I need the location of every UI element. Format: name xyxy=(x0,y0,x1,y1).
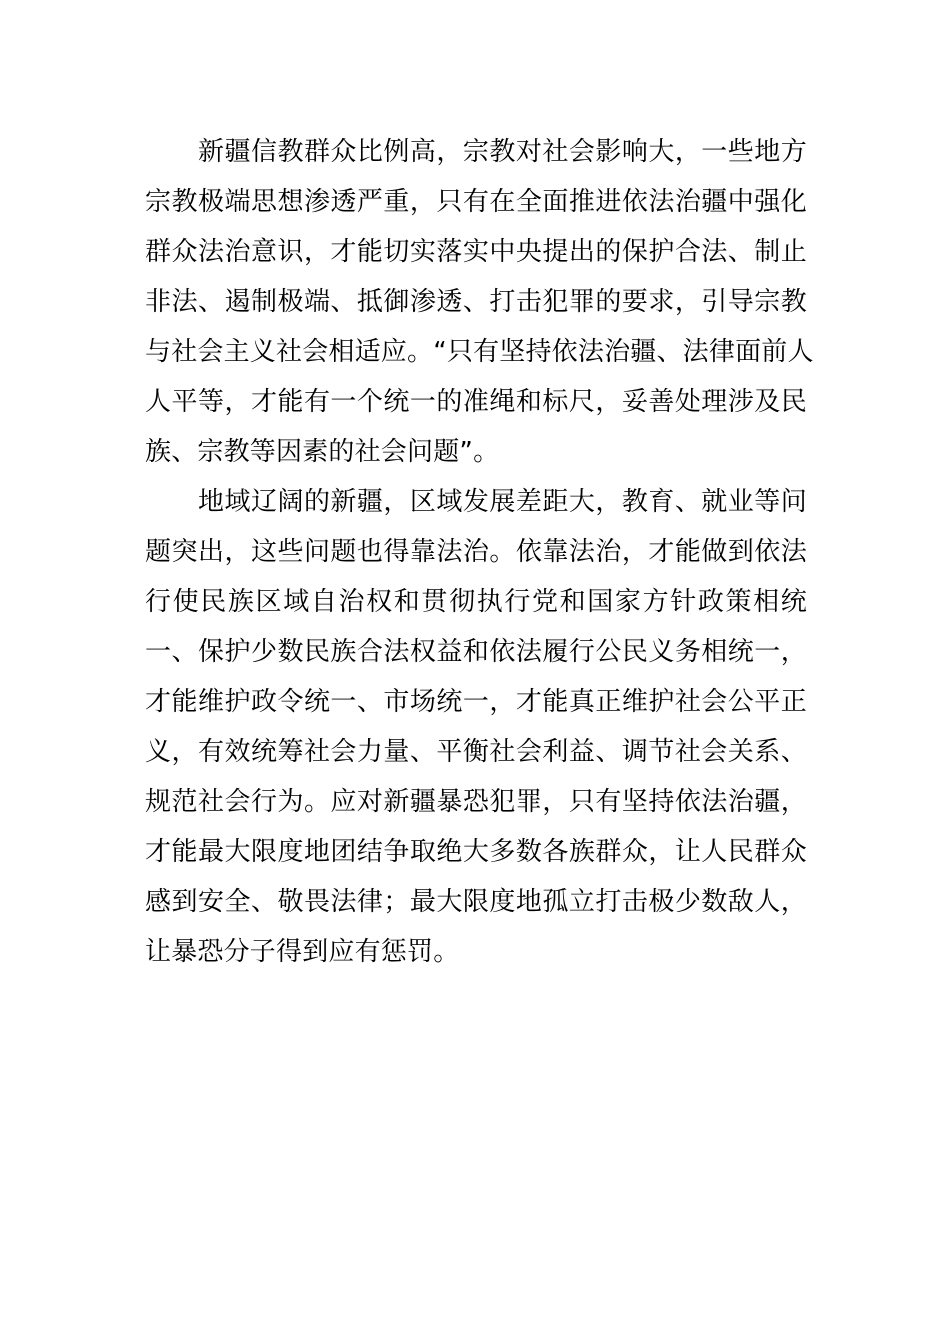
text-line: 一、保护少数民族合法权益和依法履行公民义务相统一， xyxy=(145,637,807,667)
text-line: 新疆信教群众比例高，宗教对社会影响大，一些地方 xyxy=(145,137,807,167)
text-line: 感到安全、敬畏法律；最大限度地孤立打击极少数敌人， xyxy=(145,887,807,917)
text-line: 人平等，才能有一个统一的准绳和标尺，妥善处理涉及民 xyxy=(145,387,807,417)
text-line: 族、宗教等因素的社会问题”。 xyxy=(145,437,500,467)
document-body xyxy=(145,127,814,977)
paragraph-development xyxy=(145,477,807,977)
text-line: 与社会主义社会相适应。“只有坚持依法治疆、法律面前人 xyxy=(145,337,814,367)
text-line: 让暴恐分子得到应有惩罚。 xyxy=(145,937,460,967)
text-line: 非法、遏制极端、抵御渗透、打击犯罪的要求，引导宗教 xyxy=(145,287,807,317)
text-line: 地域辽阔的新疆，区域发展差距大，教育、就业等问 xyxy=(145,487,807,517)
text-line: 规范社会行为。应对新疆暴恐犯罪，只有坚持依法治疆， xyxy=(145,787,807,817)
text-line: 义，有效统筹社会力量、平衡社会利益、调节社会关系、 xyxy=(145,737,807,767)
text-line: 才能最大限度地团结争取绝大多数各族群众，让人民群众 xyxy=(145,837,807,867)
text-line: 才能维护政令统一、市场统一，才能真正维护社会公平正 xyxy=(145,687,807,717)
paragraph-religion xyxy=(145,127,814,477)
text-line: 群众法治意识，才能切实落实中央提出的保护合法、制止 xyxy=(145,237,807,267)
text-line: 行使民族区域自治权和贯彻执行党和国家方针政策相统 xyxy=(145,587,807,617)
text-line: 题突出，这些问题也得靠法治。依靠法治，才能做到依法 xyxy=(145,537,807,567)
text-line: 宗教极端思想渗透严重，只有在全面推进依法治疆中强化 xyxy=(145,187,807,217)
